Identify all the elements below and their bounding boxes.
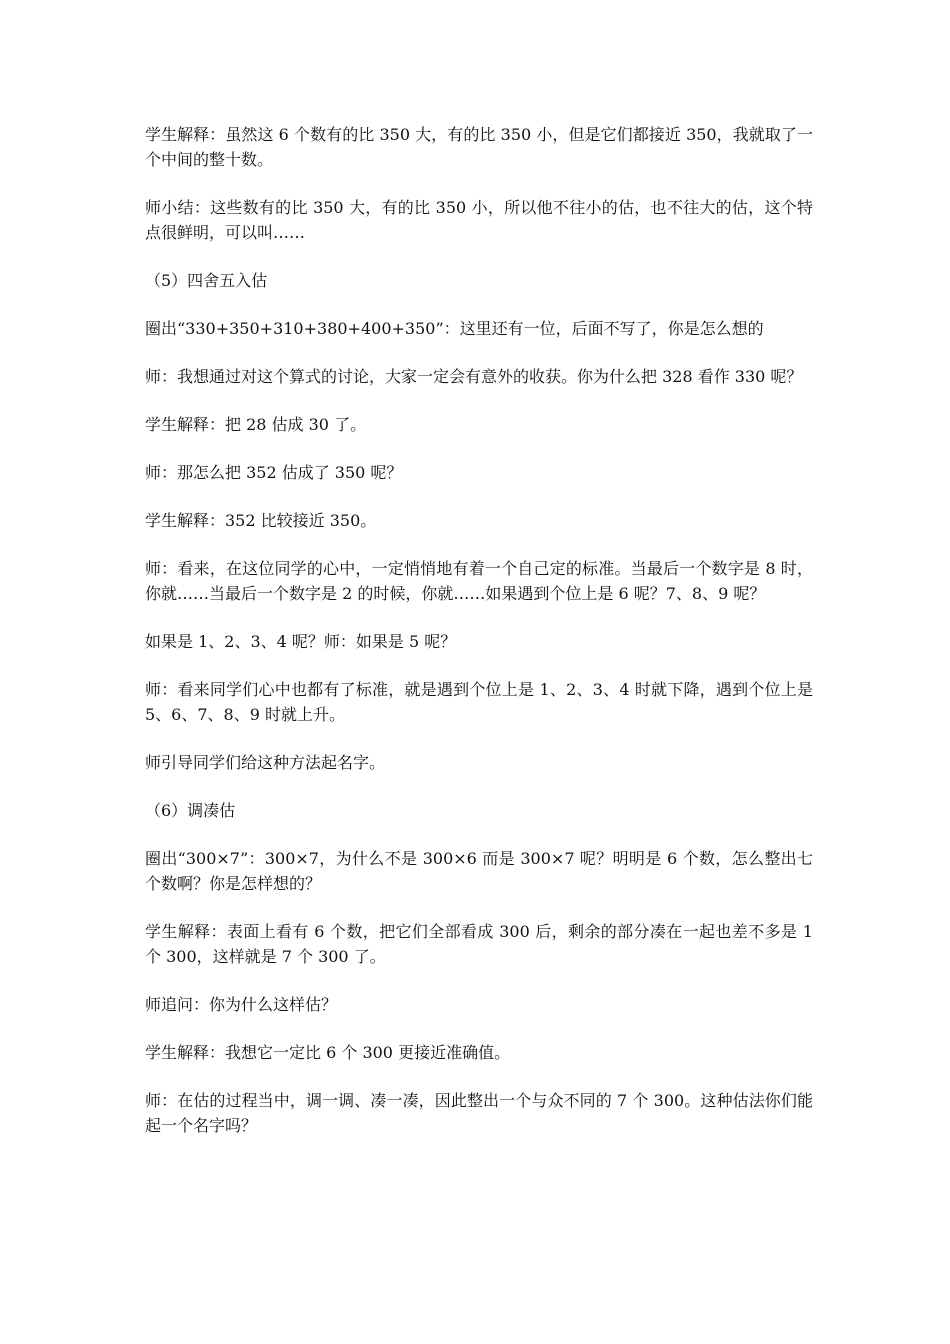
paragraph-teacher-rule: 师：看来同学们心中也都有了标准，就是遇到个位上是 1、2、3、4 时就下降，遇到个位上是 5、6、7、8、9 时就上升。 bbox=[145, 680, 813, 724]
paragraph-student-explanation-5: 学生解释：我想它一定比 6 个 300 更接近准确值。 bbox=[145, 1043, 511, 1062]
document-page bbox=[145, 122, 813, 1161]
section-heading-5: （5）四舍五入估 bbox=[145, 271, 268, 290]
paragraph-teacher-question-328: 师：我想通过对这个算式的讨论，大家一定会有意外的收获。你为什么把 328 看作 330 呢？ bbox=[145, 367, 803, 386]
paragraph-teacher-standard: 师：看来，在这位同学的心中，一定悄悄地有着一个自己定的标准。当最后一个数字是 8 时，你就……当最后一个数字是 2 的时候，你就……如果遇到个位上是 6 呢？7、8、9 呢？ bbox=[145, 559, 813, 603]
paragraph-teacher-question-352: 师：那怎么把 352 估成了 350 呢？ bbox=[145, 463, 403, 482]
paragraph-student-explanation-1: 学生解释：虽然这 6 个数有的比 350 大，有的比 350 小，但是它们都接近 350，我就取了一个中间的整十数。 bbox=[145, 125, 813, 169]
paragraph-student-explanation-3: 学生解释：352 比较接近 350。 bbox=[145, 511, 377, 530]
paragraph-digits-question: 如果是 1、2、3、4 呢？师：如果是 5 呢？ bbox=[145, 632, 457, 651]
paragraph-naming-method: 师引导同学们给这种方法起名字。 bbox=[145, 753, 386, 772]
paragraph-circle-formula: 圈出“330+350+310+380+400+350”：这里还有一位，后面不写了，你是怎么想的 bbox=[145, 319, 764, 338]
section-heading-6: （6）调凑估 bbox=[145, 801, 236, 820]
paragraph-circle-300x7: 圈出“300×7”：300×7，为什么不是 300×6 而是 300×7 呢？明明是 6 个数，怎么整出七个数啊？你是怎样想的？ bbox=[145, 849, 813, 893]
paragraph-teacher-conclusion: 师：在估的过程当中，调一调、凑一凑，因此整出一个与众不同的 7 个 300。这种估法你们能起一个名字吗？ bbox=[145, 1091, 813, 1135]
paragraph-teacher-summary: 师小结：这些数有的比 350 大，有的比 350 小，所以他不往小的估，也不往大的估，这个特点很鲜明，可以叫…… bbox=[145, 198, 813, 242]
paragraph-teacher-follow-up: 师追问：你为什么这样估？ bbox=[145, 995, 338, 1014]
paragraph-student-explanation-2: 学生解释：把 28 估成 30 了。 bbox=[145, 415, 367, 434]
paragraph-student-explanation-4: 学生解释：表面上看有 6 个数，把它们全部看成 300 后，剩余的部分凑在一起也差不多是 1 个 300，这样就是 7 个 300 了。 bbox=[145, 922, 813, 966]
